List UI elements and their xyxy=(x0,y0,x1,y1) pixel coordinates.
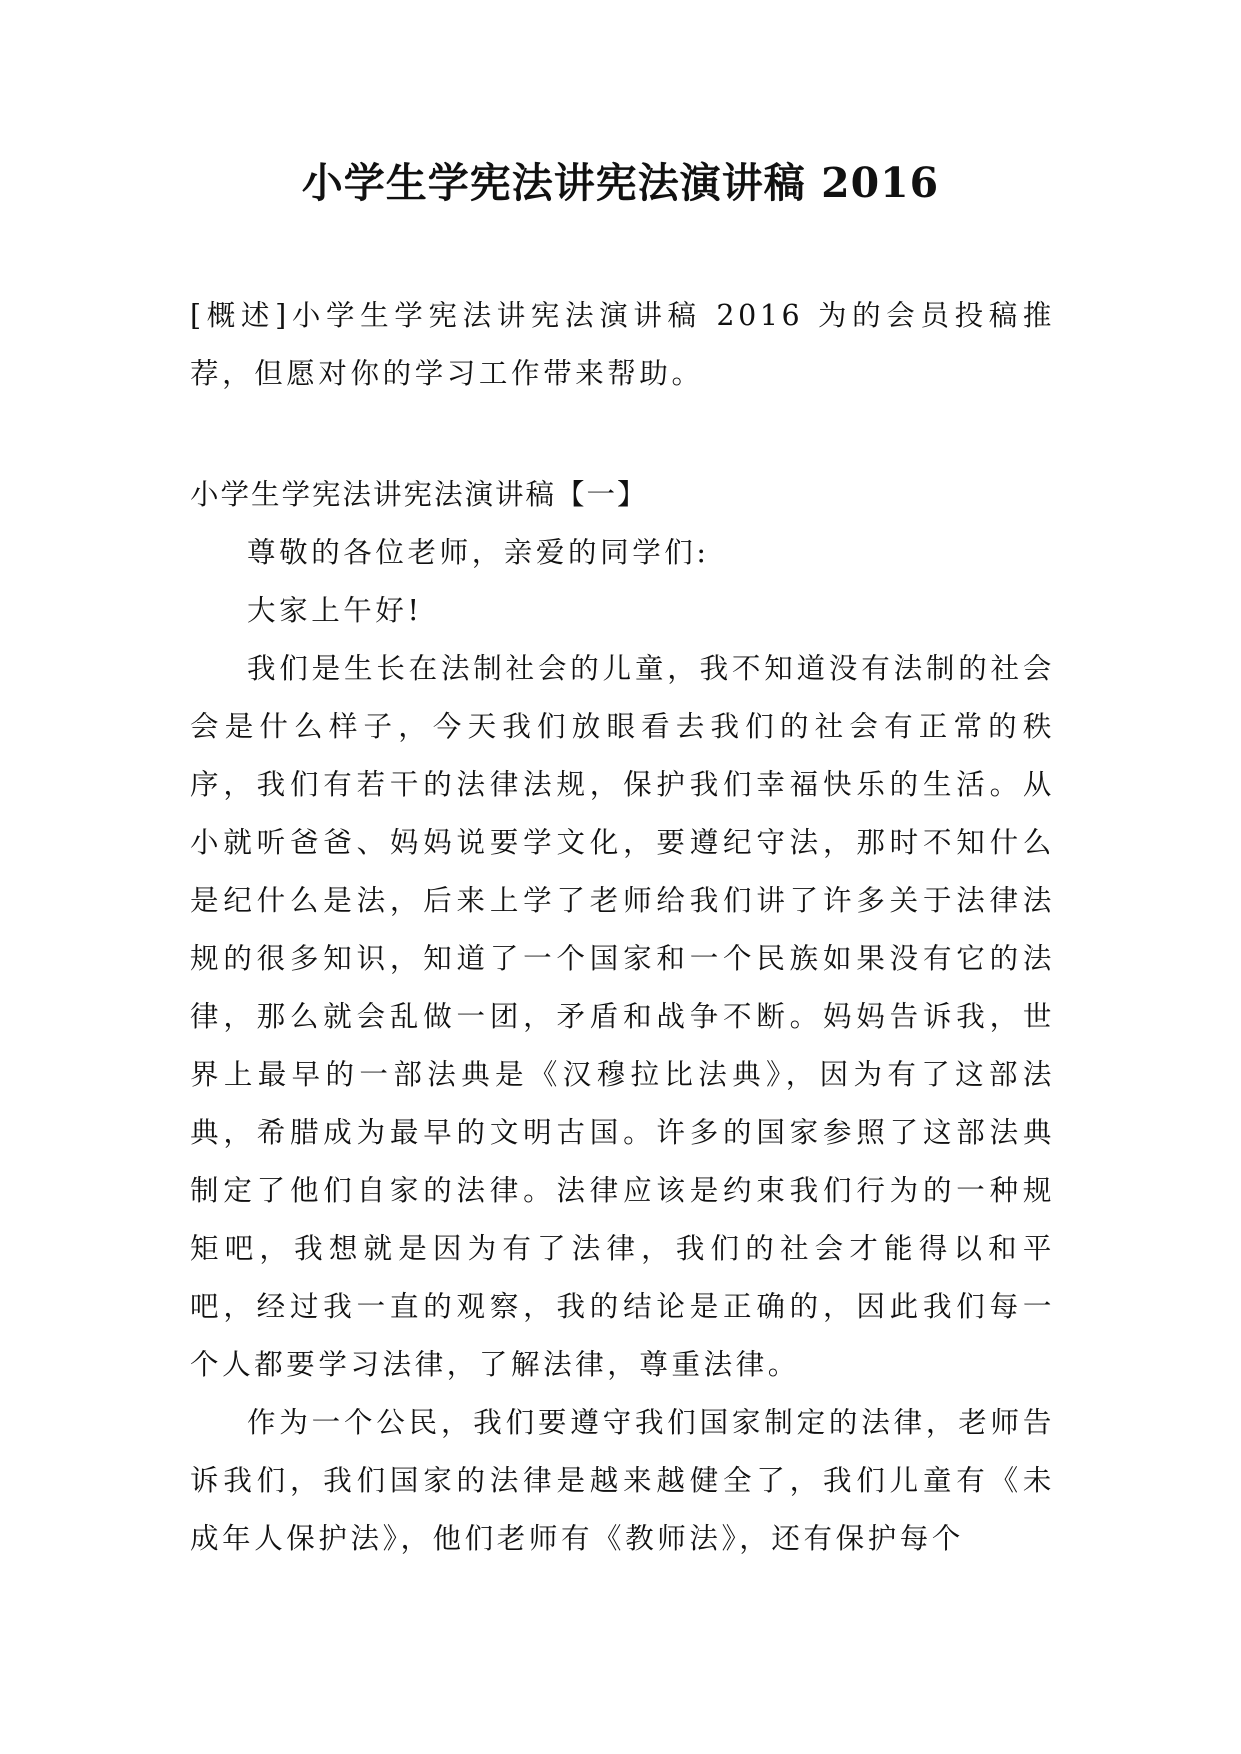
summary-paragraph: [概述]小学生学宪法讲宪法演讲稿 2016 为的会员投稿推荐，但愿对你的学习工作带来帮助。 xyxy=(190,299,1055,390)
document-title: 小学生学宪法讲宪法演讲稿 2016 xyxy=(301,159,940,207)
greeting-paragraph: 尊敬的各位老师，亲爱的同学们: xyxy=(247,536,710,569)
speech-section xyxy=(190,466,1055,1568)
body-paragraph: 作为一个公民，我们要遵守我们国家制定的法律，老师告诉我们，我们国家的法律是越来越健全了，我们儿童有《未成年人保护法》，他们老师有《教师法》，还有保护每个 xyxy=(190,1406,1055,1555)
section-heading: 小学生学宪法讲宪法演讲稿【一】 xyxy=(190,478,648,511)
body-paragraph: 我们是生长在法制社会的儿童，我不知道没有法制的社会会是什么样子，今天我们放眼看去我们的社会有正常的秩序，我们有若干的法律法规，保护我们幸福快乐的生活。从小就听爸爸、妈妈说要学文化，要遵纪守法，那时不知什么是纪什么是法，后来上学了老师给我们讲了许多关于法律法规的很多知识，知道了一个国家和一个民族如果没有它的法律，那么就会乱做一团，矛盾和战争不断。妈妈告诉我，世界上最早的一部法典是《汉穆拉比法典》，因为有了这部法典，希腊成为最早的文明古国。许多的国家参照了这部法典制定了他们自家的法律。法律应该是约束我们行为的一种规矩吧，我想就是因为有了法律，我们的社会才能得以和平吧，经过我一直的观察，我的结论是正确的，因此我们每一个人都要学习法律，了解法律，尊重法律。 xyxy=(190,652,1055,1381)
salutation-paragraph: 大家上午好! xyxy=(247,594,423,627)
